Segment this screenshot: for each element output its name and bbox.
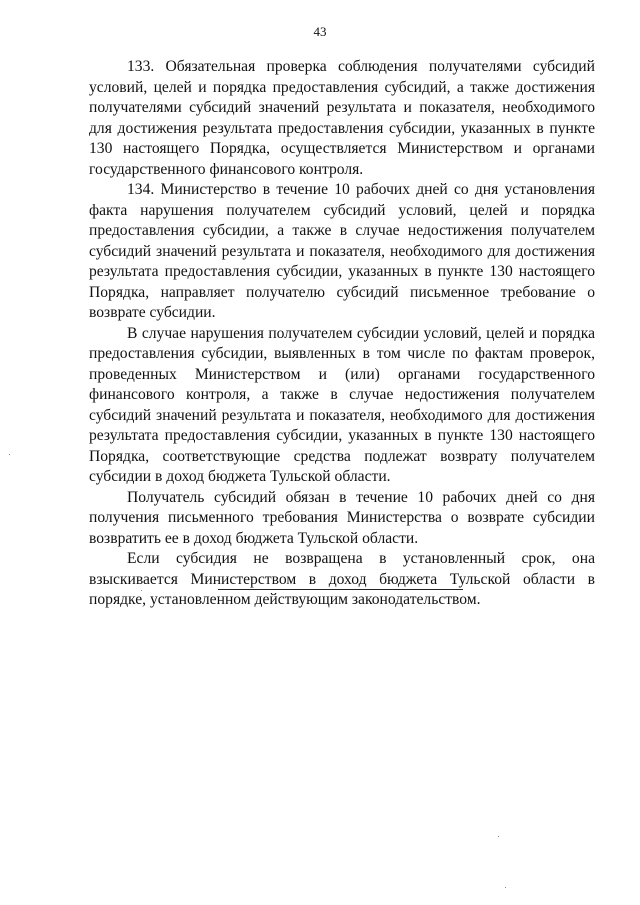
paragraph-enforced-recovery: Если субсидия не возвращена в установленный срок, она взыскивается Министерством в доход бюджета Тульской области в порядке, установленном действующим законодательством. xyxy=(89,550,595,608)
scan-speck xyxy=(9,454,10,455)
paragraph-violation-return: В случае нарушения получателем субсидии условий, целей и порядка предоставления субсидии, выявленных в том числе по фактам проверок, проведенных Министерством и (или) органами государственного финансового контроля, а также в случае недостижения получателем субсидий значений результата и показателя, необходимого для достижения результата предоставления субсидии, указанных в пункте 130 настоящего Порядка, соответствующие средства подлежат возврату получателем субсидии в доход бюджета Тульской области. xyxy=(89,324,595,485)
scan-speck xyxy=(141,590,142,591)
scan-speck xyxy=(505,887,506,888)
end-divider-line xyxy=(218,589,463,590)
page-number: 43 xyxy=(313,24,327,39)
document-body xyxy=(89,57,595,611)
paragraph-134: 134. Министерство в течение 10 рабочих дней со дня установления факта нарушения получателем субсидий условий, целей и порядка предоставления субсидии, а также в случае недостижения получателем субсидий значений результата и показателя, необходимого для достижения результата предоставления субсидии, указанных в пункте 130 настоящего Порядка, направляет получателю субсидий письменное требование о возврате субсидии. xyxy=(89,181,595,321)
paragraph-133: 133. Обязательная проверка соблюдения получателями субсидий условий, целей и порядка предоставления субсидий, а также достижения получателями субсидий значений результата и показателя, необходимого для достижения результата предоставления субсидии, указанных в пункте 130 настоящего Порядка, осуществляется Министерством и органами государственного финансового контроля. xyxy=(89,58,595,178)
paragraph-return-deadline: Получатель субсидий обязан в течение 10 рабочих дней со дня получения письменного требования Министерства о возврате субсидии возвратить ее в доход бюджета Тульской области. xyxy=(89,488,595,547)
scan-speck xyxy=(498,836,499,837)
